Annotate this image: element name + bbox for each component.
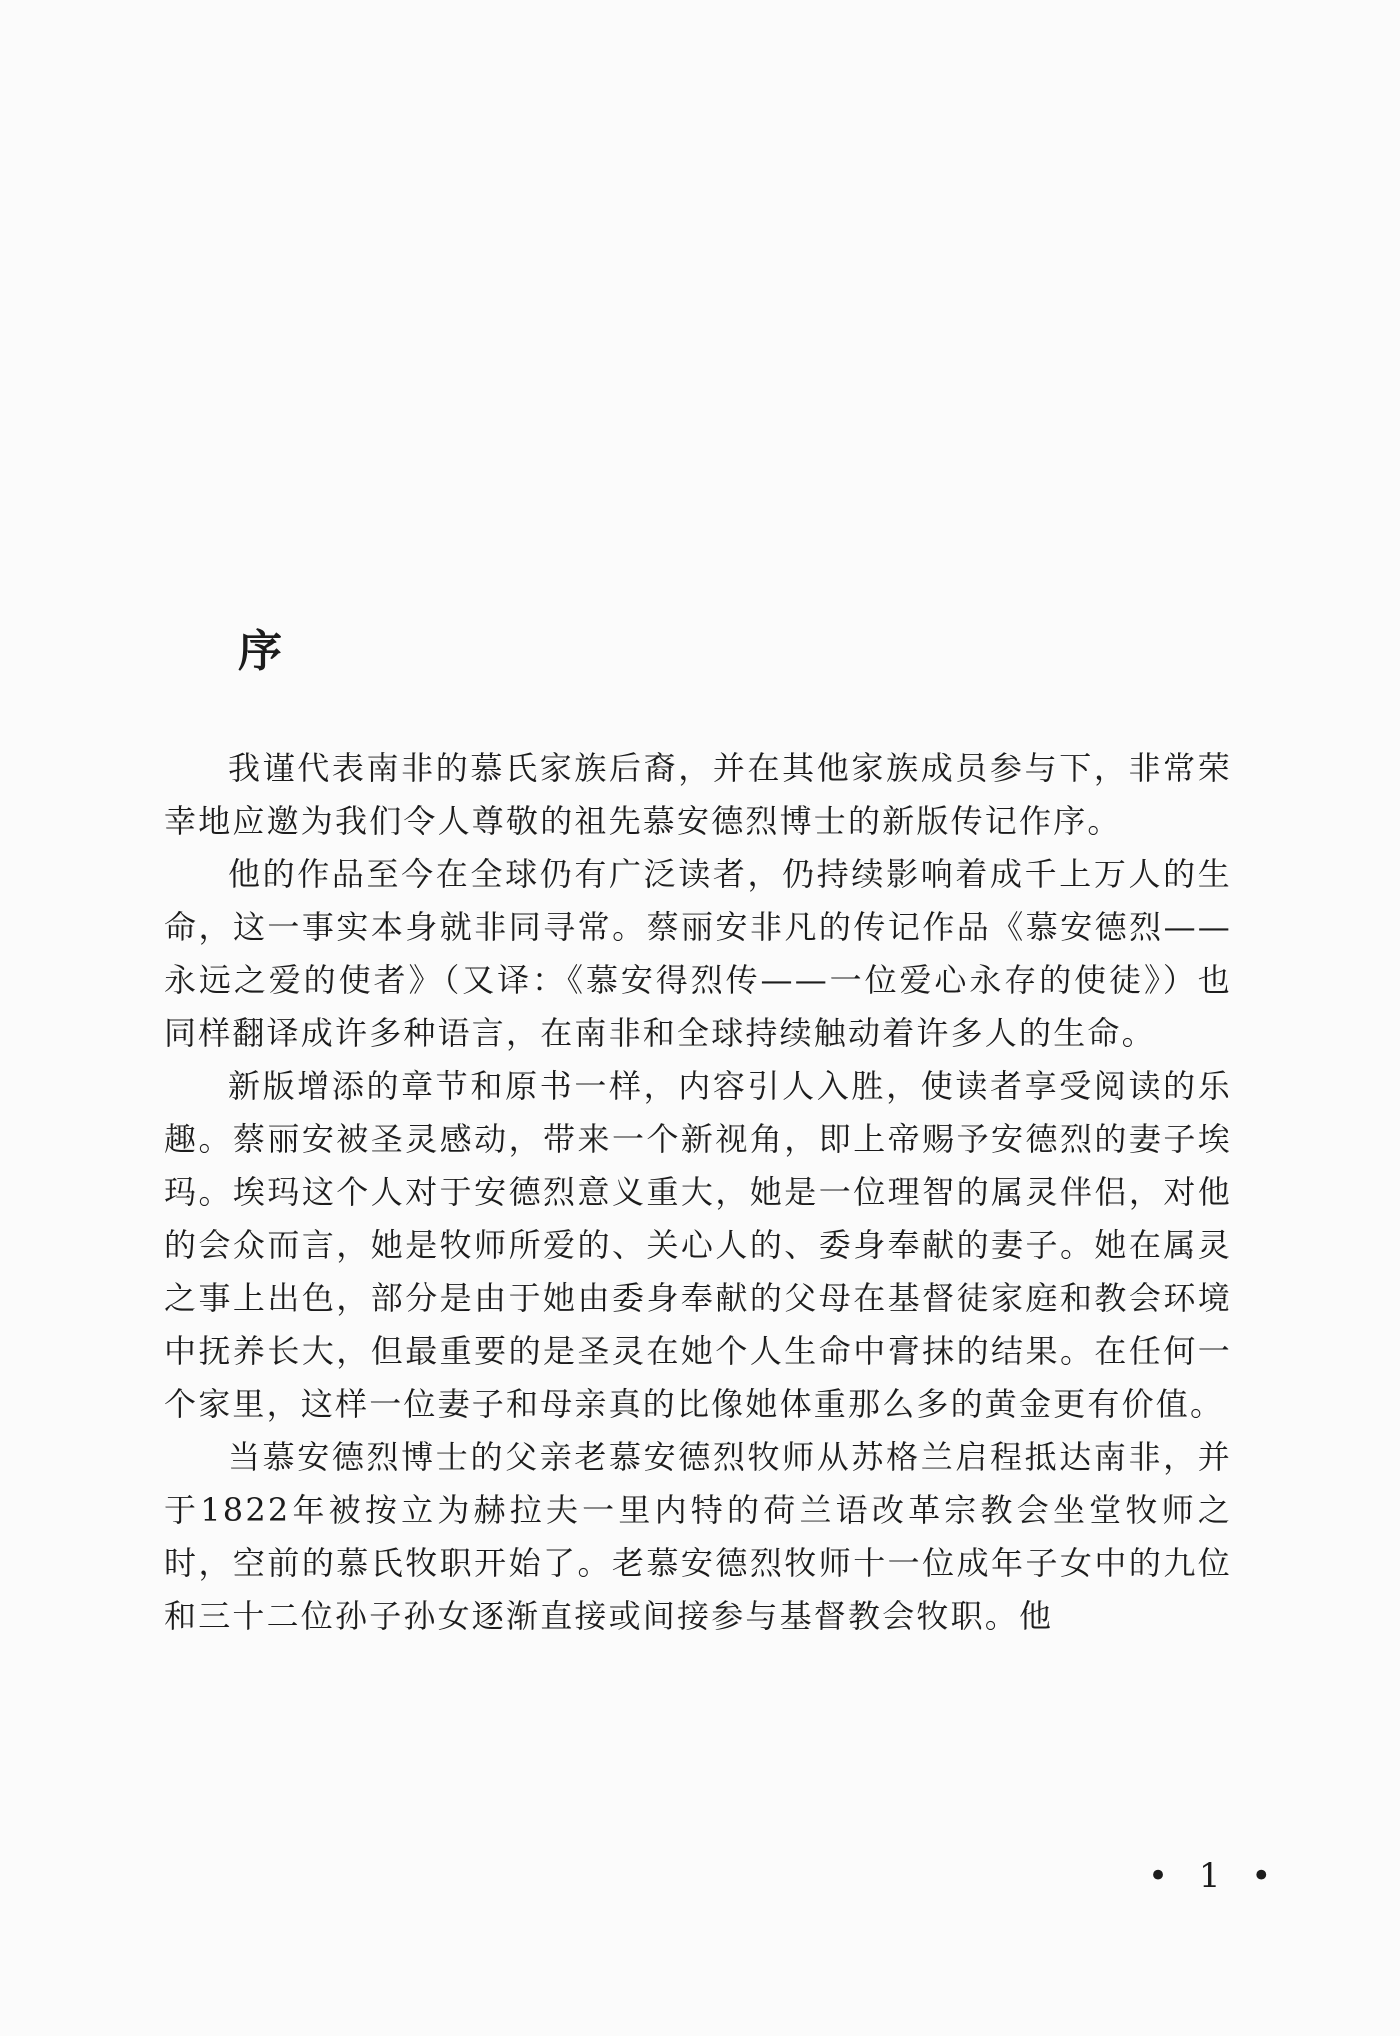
paragraph-4: 当慕安德烈博士的父亲老慕安德烈牧师从苏格兰启程抵达南非，并于1822年被按立为赫拉夫一里内特的荷兰语改革宗教会坐堂牧师之时，空前的慕氏牧职开始了。老慕安德烈牧师十一位成年子女中的九位和三十二位孙子孙女逐渐直接或间接参与基督教会牧职。他 [164, 1438, 1232, 1635]
preface-heading: 序 [238, 626, 284, 677]
paragraph-3: 新版增添的章节和原书一样，内容引人入胜，使读者享受阅读的乐趣。蔡丽安被圣灵感动，带来一个新视角，即上帝赐予安德烈的妻子埃玛。埃玛这个人对于安德烈意义重大，她是一位理智的属灵伴侣，对他的会众而言，她是牧师所爱的、关心人的、委身奉献的妻子。她在属灵之事上出色，部分是由于她由委身奉献的父母在基督徒家庭和教会环境中抚养长大，但最重要的是圣灵在她个人生命中膏抹的结果。在任何一个家里，这样一位妻子和母亲真的比像她体重那么多的黄金更有价值。 [164, 1067, 1232, 1423]
page-number: • 1 • [1148, 1856, 1282, 1896]
paragraph-2: 他的作品至今在全球仍有广泛读者，仍持续影响着成千上万人的生命，这一事实本身就非同寻常。蔡丽安非凡的传记作品《慕安德烈——永远之爱的使者》（又译：《慕安得烈传——一位爱心永存的使徒》）也同样翻译成许多种语言，在南非和全球持续触动着许多人的生命。 [164, 855, 1232, 1052]
preface-body [164, 742, 1232, 1643]
paragraph-1: 我谨代表南非的慕氏家族后裔，并在其他家族成员参与下，非常荣幸地应邀为我们令人尊敬的祖先慕安德烈博士的新版传记作序。 [164, 749, 1232, 840]
